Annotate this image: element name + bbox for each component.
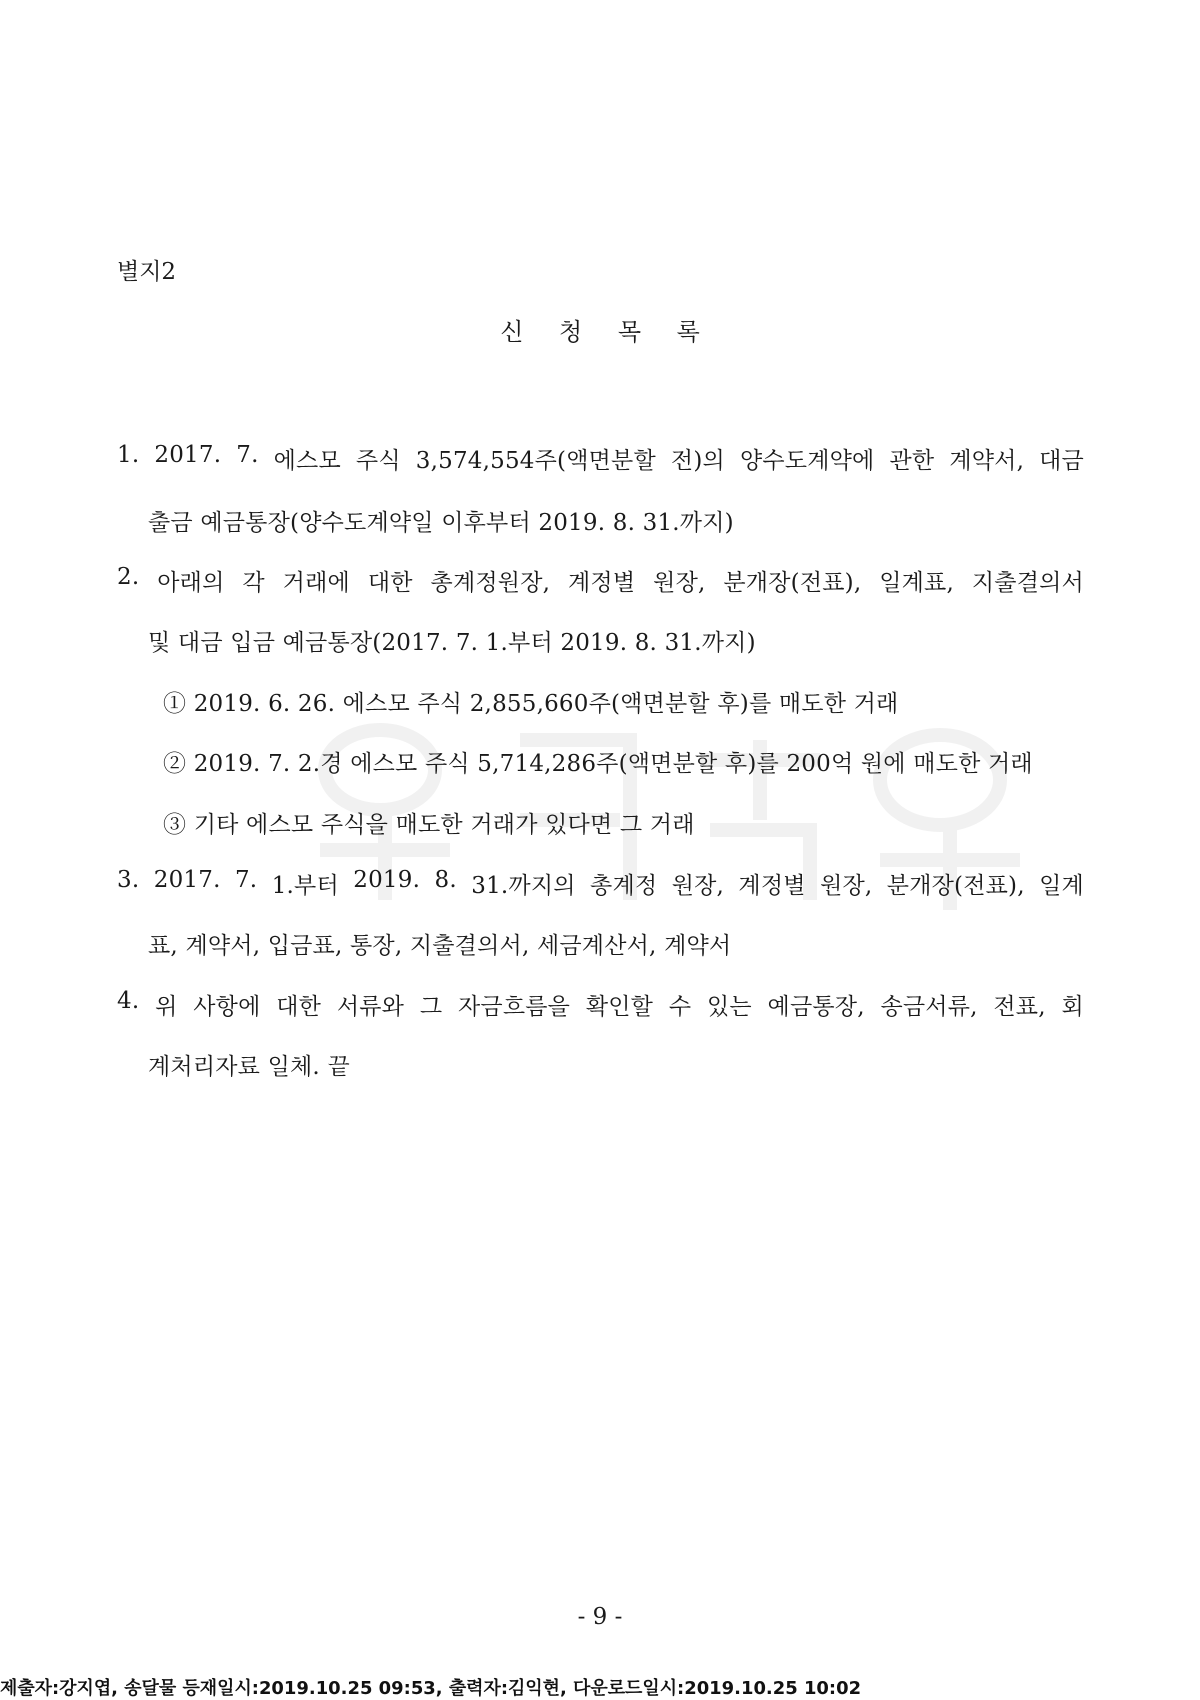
sub-item-1: ① 2019. 6. 26. 에스모 주식 2,855,660주(액면분할 후)를 매도한 거래 (163, 691, 899, 717)
word: 4. (117, 988, 140, 1014)
word: 확인할 (585, 994, 654, 1020)
word: 송금서류, (880, 994, 978, 1020)
word: 예금통장, (767, 994, 865, 1020)
word: 주식 (355, 448, 401, 474)
list-item-4-line-1 (117, 988, 1084, 1021)
word: 전표, (993, 994, 1046, 1020)
footer-print-info: 제출자:강지엽, 송달물 등재일시:2019.10.25 09:53, 출력자:김익현, 다운로드일시:2019.10.25 10:02 (0, 1678, 862, 1699)
word: 1. (117, 442, 140, 468)
word: 총계정원장, (430, 570, 551, 596)
word: 총계정 (590, 873, 658, 899)
word: 2019. (353, 867, 421, 893)
word: 있는 (706, 994, 752, 1020)
word: 지출결의서 (971, 570, 1084, 596)
word: 각 (242, 570, 265, 596)
word: 8. (434, 867, 457, 893)
word: 계정별 (568, 570, 636, 596)
word: 31.까지의 (471, 873, 576, 899)
word: 대한 (367, 570, 413, 596)
page-number: - 9 - (577, 1604, 623, 1630)
word: 그 (419, 994, 443, 1020)
sub-item-3: ③ 기타 에스모 주식을 매도한 거래가 있다면 그 거래 (163, 812, 695, 838)
word: 서류와 (336, 994, 405, 1020)
word: 계정별 (738, 873, 806, 899)
word: 관한 (889, 448, 935, 474)
attachment-label: 별지2 (117, 259, 177, 285)
word: 양수도계약에 (739, 448, 875, 474)
list-item-1-line-2: 출금 예금통장(양수도계약일 이후부터 2019. 8. 31.까지) (148, 510, 734, 536)
word: 분개장(전표), (723, 570, 862, 596)
word: 거래에 (282, 570, 350, 596)
list-item-3-line-2: 표, 계약서, 입금표, 통장, 지출결의서, 세금계산서, 계약서 (148, 933, 732, 959)
word: 1.부터 (271, 873, 339, 899)
word: 에스모 (273, 448, 341, 474)
word: 3,574,554주(액면분할 (415, 448, 656, 474)
list-item-2-line-2: 및 대금 입금 예금통장(2017. 7. 1.부터 2019. 8. 31.까지) (148, 630, 756, 656)
word: 원장, (820, 873, 873, 899)
word: 일계표, (879, 570, 954, 596)
word: 7. (236, 442, 259, 468)
word: 분개장(전표), (886, 873, 1025, 899)
word: 2017. (154, 442, 222, 468)
list-item-1-line-1 (117, 442, 1084, 475)
word: 일계 (1039, 873, 1084, 899)
word: 7. (234, 867, 258, 893)
word: 아래의 (157, 570, 225, 596)
word: 자금흐름을 (457, 994, 571, 1020)
word: 3. (117, 867, 140, 893)
word: 위 (155, 994, 178, 1020)
list-item-3-line-1 (117, 867, 1084, 900)
page-title: 신 청 목 록 (500, 318, 714, 346)
sub-item-2: ② 2019. 7. 2.경 에스모 주식 5,714,286주(액면분할 후)를 200억 원에 매도한 거래 (163, 751, 1033, 777)
word: 원장, (671, 873, 725, 899)
word: 원장, (653, 570, 706, 596)
word: 사항에 (193, 994, 261, 1020)
list-item-4-line-2: 계처리자료 일체. 끝 (148, 1054, 350, 1080)
word: 2017. (153, 867, 221, 893)
word: 전)의 (670, 448, 725, 474)
word: 2. (117, 564, 140, 590)
word: 계약서, (949, 448, 1025, 474)
word: 대금 (1039, 448, 1084, 474)
word: 수 (668, 994, 692, 1020)
word: 대한 (276, 994, 322, 1020)
list-item-2-line-1 (117, 564, 1084, 597)
word: 회 (1061, 994, 1084, 1020)
